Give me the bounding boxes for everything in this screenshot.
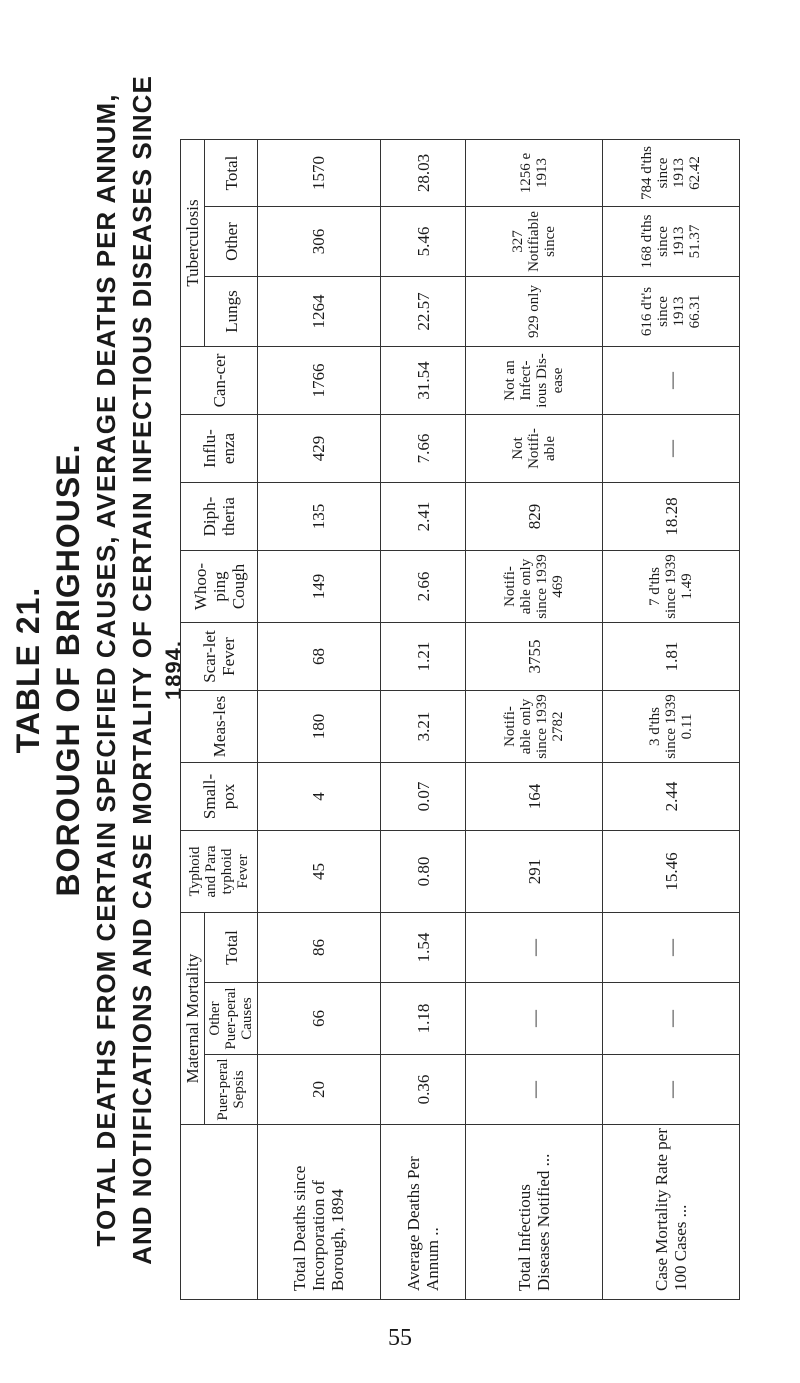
page-heading [8, 40, 186, 1300]
table-cell: 68 [258, 623, 381, 691]
col-whooping-cough: Whoo-ping Cough [181, 551, 258, 623]
table-cell: 429 [258, 415, 381, 483]
table-cell: Not an Infect-ious Dis-ease [466, 347, 603, 415]
table-cell: — [466, 1055, 603, 1125]
table-cell: 327 Notifiable since [466, 207, 603, 277]
table-cell: 929 only [466, 277, 603, 347]
table-cell: 2.66 [380, 551, 465, 623]
mortality-table [180, 139, 740, 1300]
table-number: TABLE 21. [10, 586, 46, 754]
table-cell: 5.46 [380, 207, 465, 277]
table-cell: 1570 [258, 140, 381, 207]
col-tb-total: Total [205, 140, 258, 207]
table-cell: 4 [258, 763, 381, 831]
table-cell: 135 [258, 483, 381, 551]
row-label: Average Deaths Per Annum .. [380, 1125, 465, 1300]
table-cell: 0.07 [380, 763, 465, 831]
table-cell: 0.36 [380, 1055, 465, 1125]
table-cell: Notifi-able only since 1939 469 [466, 551, 603, 623]
table-cell: 149 [258, 551, 381, 623]
table-title-line-1: TOTAL DEATHS FROM CERTAIN SPECIFIED CAUSES, AVERAGE DEATHS PER ANNUM, [91, 93, 121, 1247]
table-cell: 31.54 [380, 347, 465, 415]
table-cell: 1.81 [603, 623, 740, 691]
table-cell: 1766 [258, 347, 381, 415]
table-cell: 829 [466, 483, 603, 551]
table-cell: 784 d'ths since 1913 62.42 [603, 140, 740, 207]
corner-cell [181, 1125, 258, 1300]
table-cell: 18.28 [603, 483, 740, 551]
table-cell: 180 [258, 691, 381, 763]
table-row [466, 140, 603, 1300]
col-influenza: Influ-enza [181, 415, 258, 483]
table-cell: 20 [258, 1055, 381, 1125]
col-cancer: Can-cer [181, 347, 258, 415]
col-measles: Meas-les [181, 691, 258, 763]
table-cell: 3755 [466, 623, 603, 691]
table-cell: 306 [258, 207, 381, 277]
tuberculosis-group: Tuberculosis [181, 140, 205, 347]
col-maternal-total: Total [205, 913, 258, 983]
table-row [380, 140, 465, 1300]
table-cell: 291 [466, 831, 603, 913]
table-cell: 1.21 [380, 623, 465, 691]
table-cell: — [603, 347, 740, 415]
table-cell: 3.21 [380, 691, 465, 763]
table-cell: 28.03 [380, 140, 465, 207]
col-tb-lungs: Lungs [205, 277, 258, 347]
table-cell: 0.80 [380, 831, 465, 913]
borough-title: BOROUGH OF BRIGHOUSE. [50, 443, 86, 897]
row-label: Total Deaths since Incorporation of Borough, 1894 [258, 1125, 381, 1300]
table-cell: 2.41 [380, 483, 465, 551]
table-cell: — [603, 415, 740, 483]
table-cell: 7.66 [380, 415, 465, 483]
table-body [258, 140, 740, 1300]
table-cell: 1264 [258, 277, 381, 347]
col-other-puerperal: Other Puer-peral Causes [205, 983, 258, 1055]
col-diphtheria: Diph-theria [181, 483, 258, 551]
table-cell: 45 [258, 831, 381, 913]
table-cell: — [466, 983, 603, 1055]
table-cell: 2.44 [603, 763, 740, 831]
col-smallpox: Small-pox [181, 763, 258, 831]
table-row [603, 140, 740, 1300]
table-cell: 3 d'ths since 1939 0.11 [603, 691, 740, 763]
table-cell: Not Notifi-able [466, 415, 603, 483]
row-label: Total Infectious Diseases Notified ... [466, 1125, 603, 1300]
table-cell: Notifi-able only since 1939 2782 [466, 691, 603, 763]
table-cell: 1.18 [380, 983, 465, 1055]
maternal-mortality-group: Maternal Mortality [181, 913, 205, 1125]
table-cell: — [603, 1055, 740, 1125]
table-title-year: 1894. [161, 639, 186, 701]
table-cell: 86 [258, 913, 381, 983]
col-puerperal-sepsis: Puer-peral Sepsis [205, 1055, 258, 1125]
table-cell: 168 d'ths since 1913 51.37 [603, 207, 740, 277]
table-cell: — [466, 913, 603, 983]
table-cell: — [603, 983, 740, 1055]
col-typhoid: Typhoid and Para typhoid Fever [181, 831, 258, 913]
page-number: 55 [388, 1325, 412, 1351]
table-cell: — [603, 913, 740, 983]
table-cell: 22.57 [380, 277, 465, 347]
table-cell: 1.54 [380, 913, 465, 983]
col-tb-other: Other [205, 207, 258, 277]
col-scarlet-fever: Scar-let Fever [181, 623, 258, 691]
row-label: Case Mortality Rate per 100 Cases ... [603, 1125, 740, 1300]
header-group-row [181, 140, 205, 1300]
table-cell: 7 d'ths since 1939 1.49 [603, 551, 740, 623]
table-cell: 616 d't's since 1913 66.31 [603, 277, 740, 347]
table-cell: 164 [466, 763, 603, 831]
table-cell: 15.46 [603, 831, 740, 913]
mortality-table-wrapper [180, 140, 770, 1300]
table-cell: 66 [258, 983, 381, 1055]
table-title-line-2: AND NOTIFICATIONS AND CASE MORTALITY OF CERTAIN INFECTIOUS DISEASES SINCE [127, 75, 157, 1265]
table-cell: 1256 e 1913 [466, 140, 603, 207]
table-row [258, 140, 381, 1300]
